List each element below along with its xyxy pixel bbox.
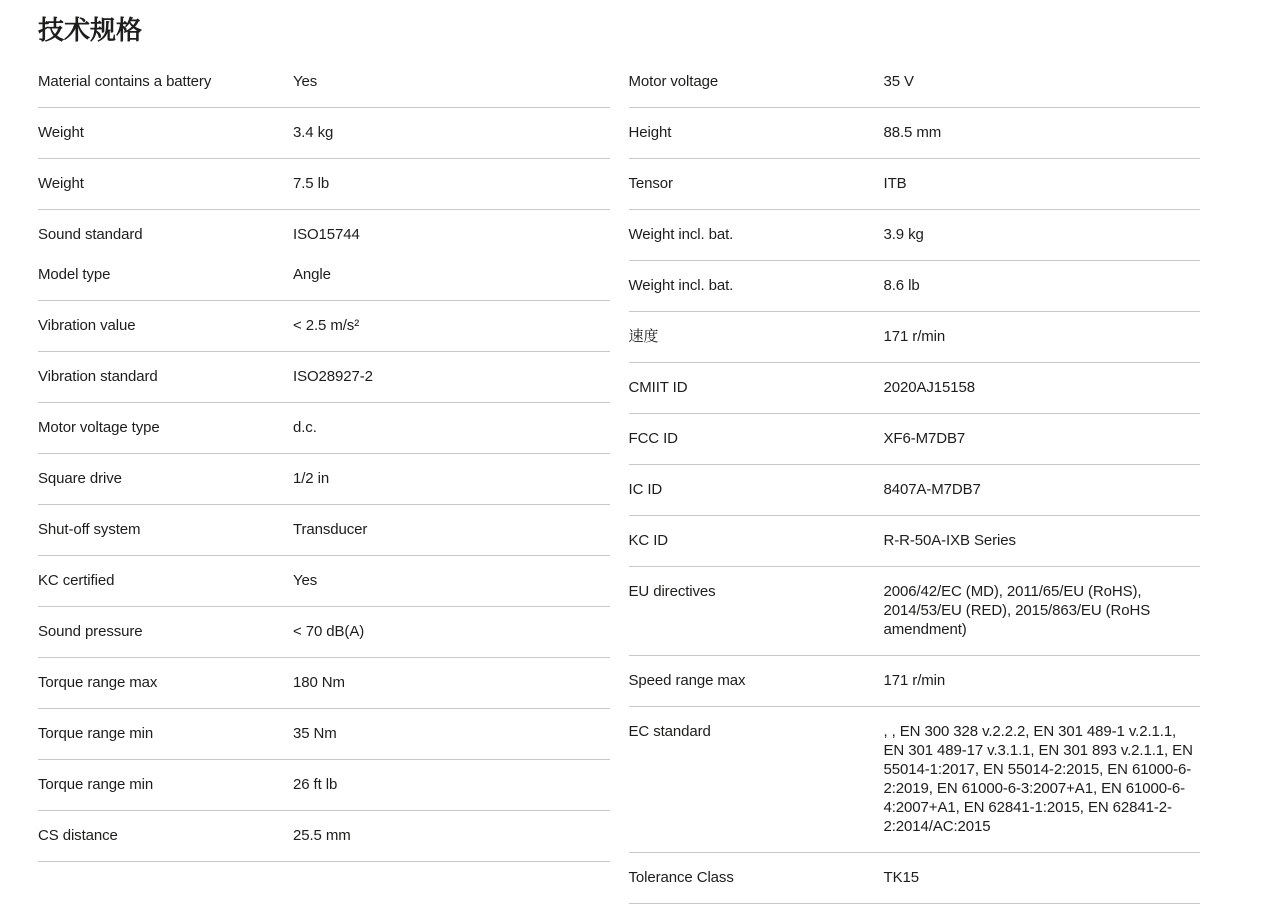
spec-row — [38, 265, 610, 284]
spec-label: Tensor — [628, 175, 673, 192]
spec-label: Tolerance Class — [628, 869, 734, 886]
spec-section — [629, 516, 1201, 567]
spec-value: 3.9 kg — [883, 226, 924, 243]
spec-section — [629, 312, 1201, 363]
spec-section — [629, 57, 1201, 108]
spec-label: Height — [628, 124, 672, 141]
spec-label: Vibration standard — [38, 368, 158, 385]
spec-value: 1/2 in — [293, 470, 330, 487]
spec-row — [629, 671, 1201, 690]
spec-row — [629, 582, 1201, 639]
spec-section — [38, 607, 610, 658]
spec-row — [38, 775, 610, 794]
spec-label: Motor voltage type — [38, 419, 160, 436]
spec-label: Vibration value — [38, 317, 136, 334]
spec-label: EC standard — [628, 723, 711, 740]
spec-row — [38, 174, 610, 193]
spec-row — [629, 480, 1201, 499]
spec-label: Material contains a battery — [38, 73, 212, 90]
spec-row — [629, 174, 1201, 193]
spec-label: Weight incl. bat. — [628, 226, 734, 243]
spec-label: Torque range min — [38, 725, 154, 742]
spec-section — [38, 760, 610, 811]
spec-row — [38, 316, 610, 335]
spec-section — [38, 454, 610, 505]
spec-section — [38, 159, 610, 210]
spec-section — [629, 707, 1201, 853]
spec-label: Weight incl. bat. — [628, 277, 734, 294]
spec-section — [38, 403, 610, 454]
spec-value: ISO28927-2 — [293, 368, 373, 385]
spec-value: Yes — [293, 73, 318, 90]
spec-column-left — [38, 57, 610, 862]
spec-label: 速度 — [628, 328, 659, 345]
spec-value: 171 r/min — [883, 672, 946, 689]
spec-label: Torque range max — [38, 674, 158, 691]
spec-value: 7.5 lb — [293, 175, 330, 192]
spec-label: FCC ID — [628, 430, 678, 447]
spec-section — [38, 505, 610, 556]
spec-section — [629, 210, 1201, 261]
spec-value: < 70 dB(A) — [293, 623, 365, 640]
spec-label: Sound standard — [38, 226, 143, 243]
spec-row — [38, 469, 610, 488]
spec-row — [38, 673, 610, 692]
spec-value: 2020AJ15158 — [883, 379, 975, 396]
spec-value: < 2.5 m/s² — [293, 317, 360, 334]
spec-section — [38, 658, 610, 709]
spec-label: Sound pressure — [38, 623, 143, 640]
spec-section — [38, 709, 610, 760]
spec-label: Weight — [38, 175, 84, 192]
page-title: 技术规格 — [38, 15, 143, 45]
spec-section — [629, 656, 1201, 707]
spec-section — [38, 210, 610, 301]
spec-value: R-R-50A-IXB Series — [883, 532, 1016, 549]
spec-value: 3.4 kg — [293, 124, 334, 141]
spec-label: EU directives — [628, 583, 716, 600]
spec-value: 8407A-M7DB7 — [883, 481, 981, 498]
spec-value: d.c. — [293, 419, 317, 436]
spec-row — [629, 327, 1201, 346]
spec-row — [38, 622, 610, 641]
spec-row — [38, 225, 610, 244]
spec-value: 88.5 mm — [883, 124, 942, 141]
spec-section — [629, 465, 1201, 516]
spec-section — [38, 301, 610, 352]
spec-value: XF6-M7DB7 — [883, 430, 966, 447]
spec-section — [629, 159, 1201, 210]
spec-row — [38, 724, 610, 743]
spec-section — [629, 261, 1201, 312]
spec-section — [629, 853, 1201, 904]
spec-label: Model type — [38, 266, 111, 283]
spec-label: Shut-off system — [38, 521, 141, 538]
spec-section — [38, 108, 610, 159]
spec-row — [629, 123, 1201, 142]
spec-label: Square drive — [38, 470, 122, 487]
spec-row — [38, 418, 610, 437]
spec-label: KC certified — [38, 572, 115, 589]
spec-row — [38, 826, 610, 845]
spec-value: TK15 — [883, 869, 919, 886]
spec-value: 171 r/min — [883, 328, 946, 345]
spec-row — [38, 571, 610, 590]
spec-row — [629, 72, 1201, 91]
spec-value: Transducer — [293, 521, 368, 538]
spec-row — [629, 429, 1201, 448]
spec-row — [38, 367, 610, 386]
spec-value: 25.5 mm — [293, 827, 351, 844]
spec-section — [629, 363, 1201, 414]
spec-page — [0, 14, 1267, 886]
spec-row — [629, 378, 1201, 397]
spec-row — [629, 531, 1201, 550]
spec-value: Angle — [293, 266, 331, 283]
spec-row — [629, 276, 1201, 295]
spec-label: KC ID — [628, 532, 669, 549]
spec-value: , , EN 300 328 v.2.2.2, EN 301 489-1 v.2.1.1, EN 301 489-17 v.3.1.1, EN 301 893 v.2.1.1, EN 55014-1:2017, EN 55014-2:2015, EN 61000-6-2:2019, EN 61000-6-3:2007+A1, EN 61000-6-4:2007+A1, EN 62841-1:2015, EN 62841-2-2:2014/AC:2015 — [883, 723, 1193, 835]
spec-section — [629, 567, 1201, 656]
spec-row — [38, 72, 610, 91]
spec-row — [629, 722, 1201, 836]
spec-row — [38, 520, 610, 539]
spec-section — [629, 108, 1201, 159]
spec-label: Weight — [38, 124, 84, 141]
spec-value: ITB — [883, 175, 907, 192]
spec-section — [38, 57, 610, 108]
spec-row — [38, 123, 610, 142]
spec-section — [629, 414, 1201, 465]
spec-label: Speed range max — [628, 672, 746, 689]
spec-label: CS distance — [38, 827, 118, 844]
spec-table — [38, 57, 1200, 904]
spec-value: 2006/42/EC (MD), 2011/65/EU (RoHS), 2014/53/EU (RED), 2015/863/EU (RoHS amendment) — [883, 583, 1151, 638]
spec-section — [38, 352, 610, 403]
spec-value: 35 V — [883, 73, 914, 90]
spec-row — [629, 225, 1201, 244]
spec-label: IC ID — [628, 481, 663, 498]
spec-column-right — [629, 57, 1201, 904]
spec-value: 26 ft lb — [293, 776, 338, 793]
spec-value: 35 Nm — [293, 725, 337, 742]
spec-label: CMIIT ID — [628, 379, 688, 396]
spec-value: 8.6 lb — [883, 277, 920, 294]
spec-section — [38, 811, 610, 862]
spec-label: Motor voltage — [628, 73, 719, 90]
spec-section — [38, 556, 610, 607]
spec-value: 180 Nm — [293, 674, 345, 691]
spec-value: Yes — [293, 572, 318, 589]
spec-value: ISO15744 — [293, 226, 360, 243]
spec-label: Torque range min — [38, 776, 154, 793]
spec-row — [629, 868, 1201, 887]
